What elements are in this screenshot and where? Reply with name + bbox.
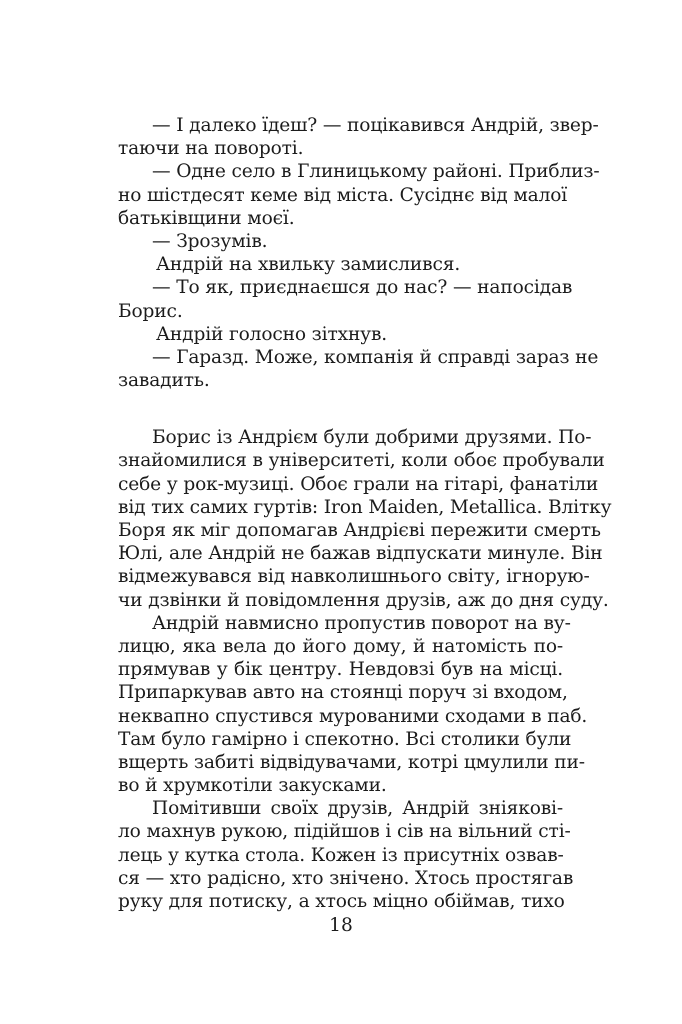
text-line: лець у кутка стола. Кожен із присутніх озвав-: [118, 844, 564, 866]
text-line: — І далеко їдеш? — поцікавився Андрій, звер-: [152, 115, 599, 136]
page-number: 18: [329, 915, 353, 936]
text-line: Борис.: [118, 300, 183, 322]
text-line: ся — хто радісно, хто знічено. Хтось простягав: [118, 867, 574, 889]
text-line: таючи на повороті.: [118, 138, 304, 160]
text-line: Андрій на хвильку замислився.: [156, 254, 461, 276]
text-line: — Зрозумів.: [152, 230, 268, 252]
text-line: Юлі, але Андрій не бажав відпускати минуле. Він: [118, 543, 603, 565]
text-line: завадить.: [118, 370, 210, 392]
text-line: неквапно спустився мурованими сходами в паб.: [118, 705, 588, 727]
text-line: Припаркував авто на стоянці поруч зі входом,: [118, 682, 568, 704]
text-line: Андрій навмисно пропустив поворот на ву-: [152, 612, 571, 634]
text-line: руку для потиску, а хтось міцно обіймав, тихо: [118, 891, 565, 912]
text-line: — Одне село в Глиницькому районі. Приблиз-: [152, 161, 600, 183]
text-line: від тих самих гуртів: Iron Maiden, Metallica. Влітку: [118, 496, 612, 518]
text-line: відмежувався від навколишнього світу, ігнорую-: [118, 566, 590, 588]
text-line: прямував у бік центру. Невдовзі був на місці.: [118, 659, 563, 681]
text-line: ло махнув рукою, підійшов і сів на вільний сті-: [118, 821, 571, 843]
text-line: Борис із Андрієм були добрими друзями. По-: [152, 427, 592, 449]
text-line: себе у рок-музиці. Обоє грали на гітарі, фанатіли: [118, 473, 599, 495]
page-text-block: [118, 114, 612, 913]
text-line: — То як, приєднаєшся до нас? — напосідав: [152, 277, 573, 299]
text-line: во й хрумкотіли закусками.: [118, 775, 387, 797]
text-line: знайомилися в університеті, коли обоє пробували: [118, 450, 605, 472]
section-break: [118, 392, 563, 426]
text-line: Там було гамірно і спекотно. Всі столики були: [118, 728, 572, 750]
text-line: Боря як міг допомагав Андрієві пережити смерть: [118, 520, 601, 541]
text-line: вщерть забиті відвідувачами, котрі цмулили пи-: [118, 751, 585, 773]
text-line: — Гаразд. Може, компанія й справді зараз не: [152, 346, 599, 368]
text-line: батьківщини моєї.: [118, 207, 295, 229]
text-line: лицю, яка вела до його дому, й натомість по-: [118, 635, 563, 657]
text-line: но шістдесят кеме від міста. Сусіднє від малої: [118, 184, 568, 206]
text-line: чи дзвінки й повідомлення друзів, аж до дня суду.: [118, 589, 609, 611]
text-line: Помітивши своїх друзів, Андрій зніякові-: [152, 798, 563, 820]
text-line: Андрій голосно зітхнув.: [156, 323, 388, 345]
